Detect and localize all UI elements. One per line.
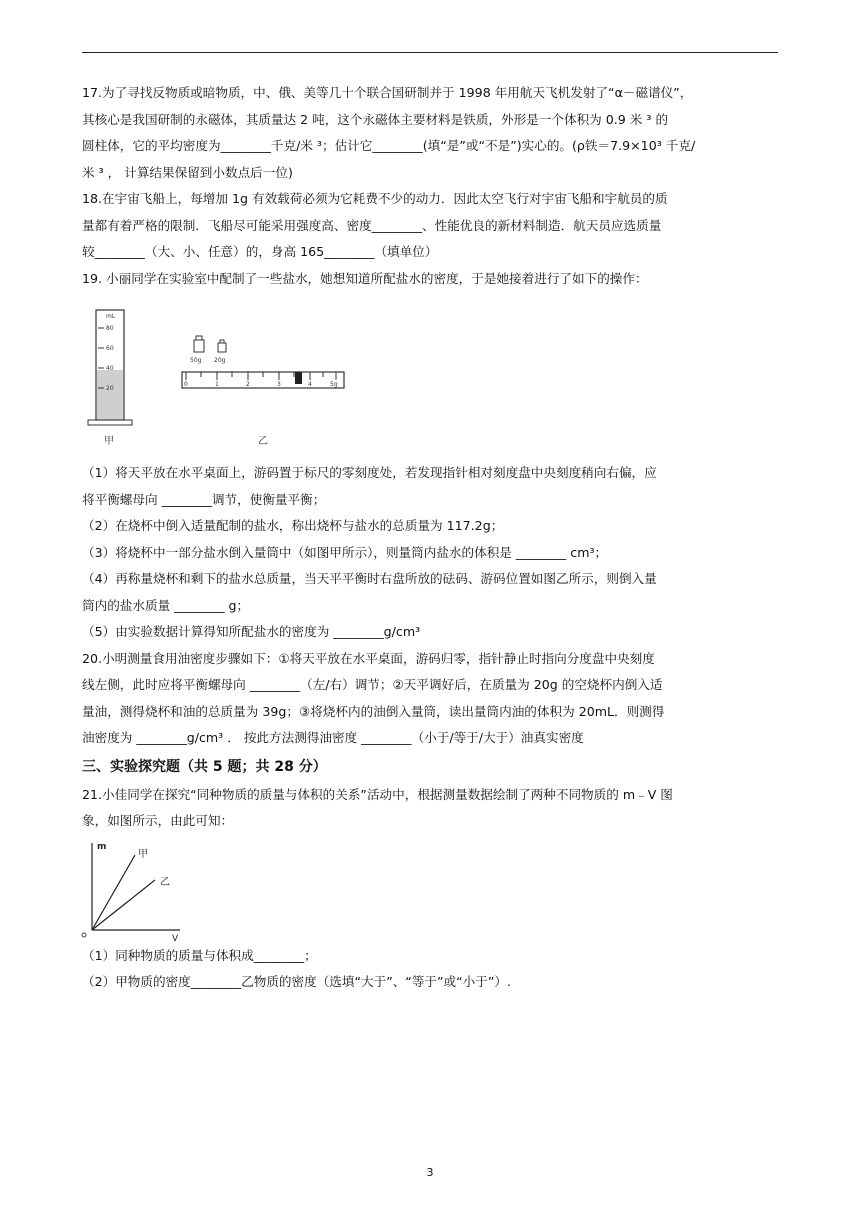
- m-v-graph: [80, 835, 190, 943]
- page-content: [82, 80, 782, 996]
- q19-step1-b: 将平衡螺母向 ________调节，使衡量平衡；: [82, 491, 326, 507]
- page-number: 3: [426, 1166, 434, 1179]
- q21-sub2: （2）甲物质的密度________乙物质的密度（选填“大于”、“等于”或“小于”）.: [82, 974, 511, 989]
- section-3-heading: 三、实验探究题（共 5 题；共 28 分）: [82, 758, 327, 775]
- q17-line2: 其核心是我国研制的永磁体，其质量达 2 吨，这个永磁体主要材料是铁质，外形是一个体积为 0.9 米 ³ 的: [82, 111, 669, 127]
- q21-line2: 象，如图所示，由此可知：: [82, 813, 234, 828]
- scale-tick-4: 4: [308, 381, 312, 388]
- q17-line3: 圆柱体，它的平均密度为________千克/米 ³；估计它________(填“是”或“不是”)实心的。(ρ铁＝7.9×10³ 千克/: [82, 138, 696, 153]
- q18-line2: 量都有着严格的限制．飞船尽可能采用强度高、密度________、性能优良的新材料制造．航天员应选质量: [82, 217, 662, 233]
- q18-line3: 较________（大、小、任意）的，身高 165________（填单位）: [82, 244, 438, 259]
- q20-line2: 线左侧，此时应将平衡螺母向 ________（左/右）调节；②天平调好后，在质量为 20g 的空烧杯内倒入适: [82, 677, 663, 692]
- q19-step3: （3）将烧杯中一部分盐水倒入量筒中（如图甲所示），则量筒内盐水的体积是 ________ cm³；: [82, 544, 608, 560]
- q20-line1: 20.小明测量食用油密度步骤如下：①将天平放在水平桌面，游码归零，指针静止时指向分度盘中央刻度: [82, 650, 655, 666]
- cylinder-unit: mL: [106, 313, 116, 320]
- graph-line-yi: 乙: [160, 876, 170, 888]
- scale-tick-0: 0: [184, 381, 188, 388]
- q17-line1: 17.为了寻找反物质或暗物质，中、俄、美等几十个联合国研制并于 1998 年用航天飞机发射了“α－磁谱仪”，: [82, 85, 693, 100]
- q20-line3: 量油，测得烧杯和油的总质量为 39g；③将烧杯内的油倒入量筒，读出量筒内油的体积为 20mL．则测得: [82, 703, 665, 719]
- q19-intro: 19. 小丽同学在实验室中配制了一些盐水，她想知道所配盐水的密度，于是她接着进行了如下的操作：: [82, 270, 648, 286]
- q21-line1: 21.小佳同学在探究“同种物质的质量与体积的关系”活动中，根据测量数据绘制了两种不同物质的 m﹣V 图: [82, 786, 673, 802]
- scale-tick-3: 3: [277, 381, 281, 388]
- cylinder-tick-20: 20: [106, 385, 114, 392]
- scale-tick-1: 1: [215, 381, 219, 388]
- graduated-cylinder-figure: [84, 302, 144, 452]
- q19-step2: （2）在烧杯中倒入适量配制的盐水，称出烧杯与盐水的总质量为 117.2g；: [82, 518, 504, 533]
- graph-x-label: V: [172, 933, 179, 943]
- q20-line4: 油密度为 ________g/cm³ ． 按此方法测得油密度 ________（小于/等于/大于）油真实密度: [82, 730, 584, 745]
- q18-line1: 18.在宇宙飞船上，每增加 1g 有效载荷必须为它耗费不少的动力．因此太空飞行对宇宙飞船和宇航员的质: [82, 191, 668, 206]
- weight-50g: 50g: [190, 357, 202, 364]
- figure-jia-caption: 甲: [104, 436, 114, 447]
- q19-figures: [82, 292, 782, 460]
- header-rule: [82, 52, 778, 53]
- graph-line-jia: 甲: [138, 848, 148, 860]
- balance-scale-figure: [180, 332, 350, 452]
- cylinder-tick-60: 60: [106, 345, 114, 352]
- q17-line4: 米 ³ ， 计算结果保留到小数点后一位): [82, 164, 293, 180]
- q19-step5: （5）由实验数据计算得知所配盐水的密度为 ________g/cm³: [82, 624, 421, 639]
- scale-tick-5g: 5g: [330, 381, 338, 388]
- scale-tick-2: 2: [246, 381, 250, 388]
- figure-yi-caption: 乙: [258, 436, 268, 447]
- q19-step1-a: （1）将天平放在水平桌面上，游码置于标尺的零刻度处，若发现指针相对刻度盘中央刻度稍向右偏，应: [82, 465, 657, 480]
- q19-step4-a: （4）再称量烧杯和剩下的盐水总质量，当天平平衡时右盘所放的砝码、游码位置如图乙所示，则倒入量: [82, 571, 657, 586]
- graph-y-label: m: [97, 841, 107, 852]
- q21-sub1: （1）同种物质的质量与体积成________；: [82, 947, 317, 963]
- q19-step4-b: 筒内的盐水质量 ________ g；: [82, 597, 250, 613]
- cylinder-tick-40: 40: [106, 365, 114, 372]
- weight-20g: 20g: [214, 357, 226, 364]
- cylinder-tick-80: 80: [106, 325, 114, 332]
